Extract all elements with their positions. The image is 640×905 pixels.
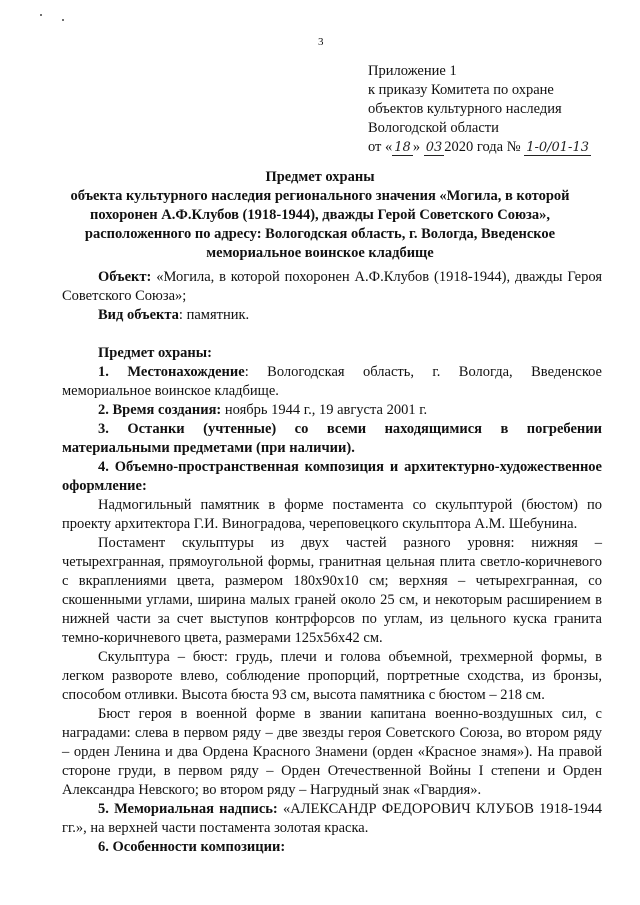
quote-close: » bbox=[412, 139, 421, 155]
object-type-paragraph bbox=[62, 306, 602, 325]
page-number: 3 bbox=[318, 36, 324, 48]
item-2 bbox=[62, 401, 602, 420]
paragraph-sculpture: Скульптура – бюст: грудь, плечи и голова объемной, трехмерной формы, в легком развороте влево, соблюдение пропорций, портретные сходства, из бронзы, способом отливки. Высота бюста 93 см, высота памятника с бюстом – 218 см. bbox=[62, 649, 602, 703]
item-2-text: ноябрь 1944 г., 19 августа 2001 г. bbox=[221, 402, 428, 418]
document-body bbox=[62, 268, 602, 857]
handwritten-day: 18 bbox=[394, 140, 411, 155]
year-text: 2020 года № bbox=[444, 139, 521, 155]
annex-line: объектов культурного наследия bbox=[368, 101, 562, 117]
scan-speck bbox=[62, 19, 64, 21]
object-paragraph bbox=[62, 268, 602, 306]
title-line: расположенного по адресу: Вологодская область, г. Вологда, Введенское bbox=[84, 226, 556, 242]
item-3: 3. Останки (учтенные) со всеми находящимися в погребении материальными предметами (при наличии). bbox=[62, 421, 602, 456]
item-1-text: : Вологодская область, г. Вологда, Введенское мемориальное воинское кладбище. bbox=[62, 364, 602, 399]
handwritten-order-number: 1-0/01-13 bbox=[526, 140, 589, 155]
annex-line: Вологодской области bbox=[368, 120, 499, 136]
item-1-label: 1. Местонахождение bbox=[98, 364, 245, 380]
paragraph-bust: Бюст героя в военной форме в звании капитана военно-воздушных сил, с наградами: слева в первом ряду – две звезды героя Советского Союза, во втором ряду – орден Ленина и два Ордена Красного Знамени (орден «Красное знамя»). На правой стороне груди, в первом ряду – Орден Отечественной Войны I степени и Орден Александра Невского; во втором ряду – Нагрудный знак «Гвардия». bbox=[62, 706, 602, 798]
handwritten-month: 03 bbox=[425, 140, 443, 155]
date-prefix: от « bbox=[368, 139, 393, 155]
item-2-label: 2. Время создания: bbox=[98, 402, 222, 418]
object-label: Объект: bbox=[98, 269, 152, 285]
item-5 bbox=[62, 800, 602, 838]
annex-block bbox=[368, 62, 628, 157]
annex-line: к приказу Комитета по охране bbox=[368, 82, 554, 98]
item-4: 4. Объемно-пространственная композиция и архитектурно-художественное оформление: bbox=[62, 459, 602, 494]
title-line: мемориальное воинское кладбище bbox=[206, 245, 434, 261]
document-title bbox=[40, 168, 600, 263]
scan-speck bbox=[40, 14, 42, 16]
annex-date-line bbox=[368, 138, 628, 157]
subject-heading: Предмет охраны: bbox=[98, 345, 212, 361]
object-type-label: Вид объекта bbox=[98, 307, 179, 323]
item-6: 6. Особенности композиции: bbox=[98, 839, 286, 855]
item-5-text: «АЛЕКСАНДР ФЕДОРОВИЧ КЛУБОВ 1918-1944 гг.», на верхней части постамента золотая краска. bbox=[62, 801, 602, 836]
object-type-text: : памятник. bbox=[178, 307, 250, 323]
item-5-label: 5. Мемориальная надпись: bbox=[98, 801, 278, 817]
title-line: Предмет охраны bbox=[265, 169, 375, 185]
annex-line: Приложение 1 bbox=[368, 63, 457, 79]
title-line: похоронен А.Ф.Клубов (1918-1944), дважды Герой Советского Союза», bbox=[90, 207, 550, 223]
object-text: «Могила, в которой похоронен А.Ф.Клубов (1918-1944), дважды Героя Советского Союза»; bbox=[62, 269, 602, 304]
paragraph-monument: Надмогильный памятник в форме постамента со скульптурой (бюстом) по проекту архитектора Г.И. Виноградова, череповецкого скульптора А.М. Шебунина. bbox=[62, 497, 602, 532]
item-1 bbox=[62, 363, 602, 401]
title-line: объекта культурного наследия регионального значения «Могила, в которой bbox=[70, 188, 570, 204]
paragraph-pedestal: Постамент скульптуры из двух частей разного уровня: нижняя – четырехгранная, прямоугольной формы, гранитная цельная плита светло-коричневого с вкраплениями цвета, размером 180х90х10 см; верхняя – четырехгранная, со скошенными углами, ширина малых граней около 25 см, и некоторым расширением в нижней части за счет выступов контрфорсов по углам, из цельного куска гранита темно-коричневого цвета, размерами 125х56х42 см. bbox=[62, 535, 602, 646]
